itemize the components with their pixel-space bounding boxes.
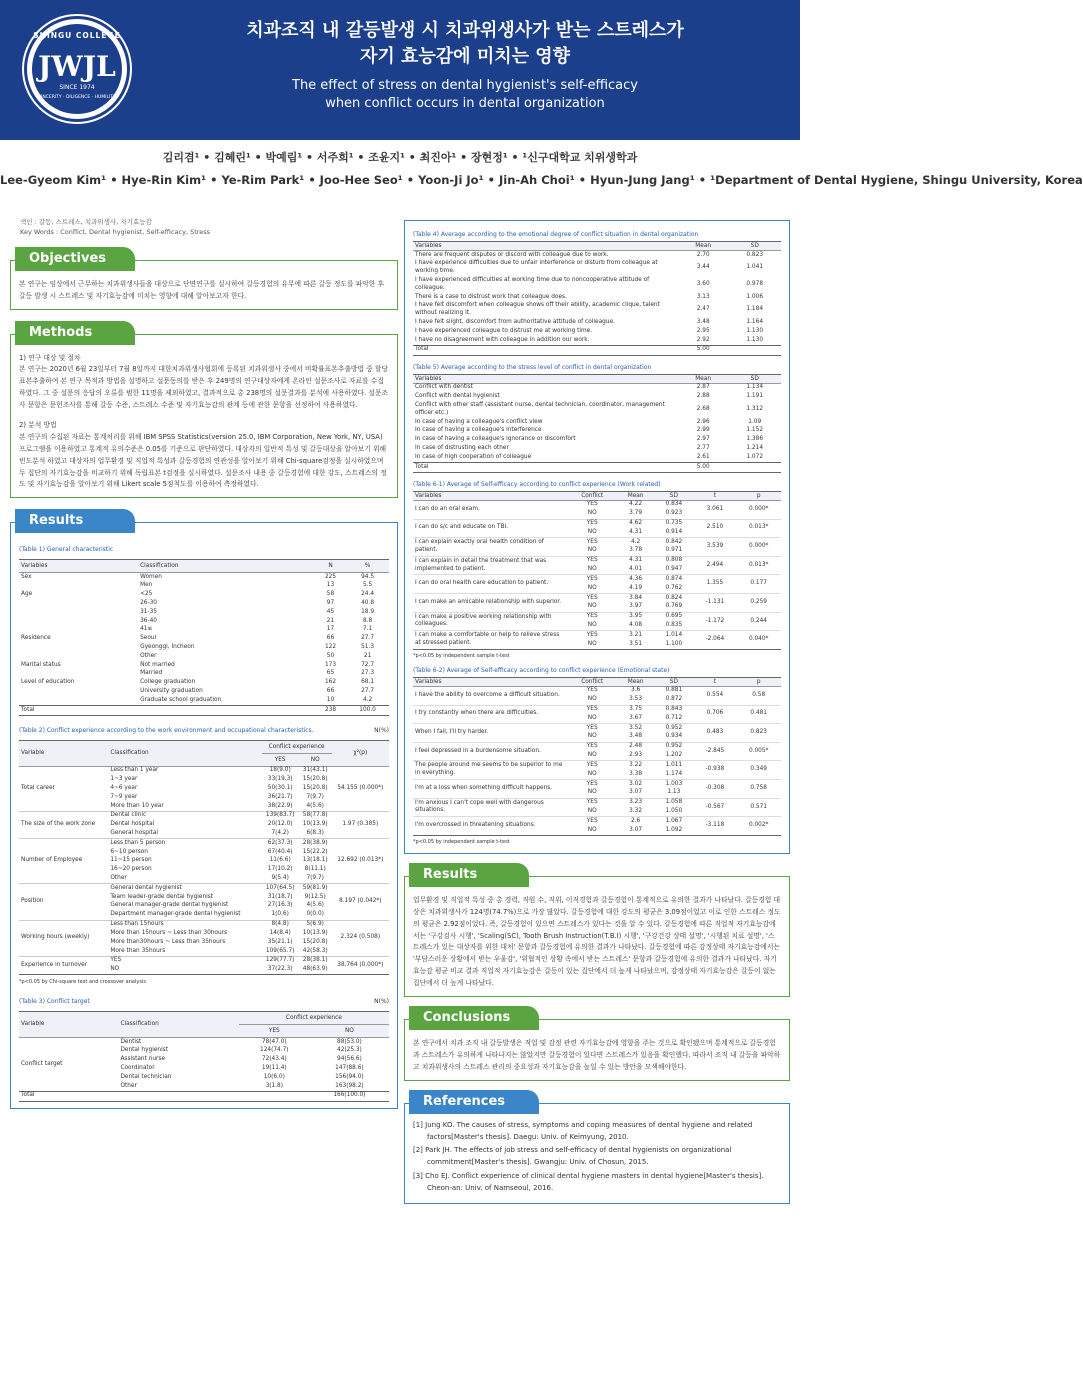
table-row: I can do an oral exam. YES 4.22 0.834 3.061 0.000*: [413, 500, 781, 509]
table-row: 41≤ 17 7.1: [140, 626, 373, 633]
table-row: Age <25 58 24.4: [21, 591, 375, 598]
methods-title: Methods: [15, 321, 135, 345]
methods-h2: 2) 분석 방법: [19, 421, 57, 430]
table3-title: N(%) (Table 3) Conflict target: [19, 998, 389, 1006]
table4-title: (Table 4) Average according to the emotional degree of conflict situation in dental organization: [413, 231, 699, 238]
objectives-title: Objectives: [15, 247, 135, 271]
table-row: I can explain in detail the treatment that was implemented to patient. YES 4.31 0.808 2.494 0.013*: [413, 556, 781, 565]
references-section: [404, 1093, 790, 1204]
table4: Variables Mean SD There are frequent disputes or discord with colleague due to work. 2.70 0.823 I have experience difficulties due to unfair interference or disturb from colleague at working time. 3.44 1.041 I have experienced difficulties at working time due to noncooperative attitude of colleague. 3.60 0.978 There is a case to distrust work that colleague does. 3.13 1.006 I have felt discomfort when colleague shows off their ability, academic clique, talent without realizing it. 2.47 1.184 I have felt slight, discomfort from authoritative attitude of colleague. 3.48 1.164 I have experienced colleague to distrust me at working time. 2.95 1.130 I have no disagreement with colleague in addition our work. 2.92 1.130 Total 5.00: [413, 241, 781, 356]
table-row: Dental hospital 20(12.0) 10(13.9): [110, 821, 328, 828]
left-column: [10, 200, 398, 1109]
table-row: The people around me seems to be superior to me in everything. YES 3.22 1.011 -0.938 0.349: [413, 761, 781, 770]
table-row: Other 50 21: [140, 652, 372, 659]
table-row: NO 3.67 0.712: [587, 714, 683, 721]
table-row: More than 35hours 109(65.7) 42(58.3): [110, 947, 328, 954]
table-row: I'm overcrossed in threatening situations. YES 2.6 1.067 -3.118 0.002*: [413, 817, 781, 826]
right-column: [404, 220, 790, 1204]
table-row: I can make a comfortable or help to relieve stress at stressed patient. YES 3.21 1.014 -2.064 0.040*: [413, 631, 781, 640]
references-title: References: [409, 1090, 539, 1114]
table-row: 11~15 person 11(6.6) 13(18.1): [110, 857, 328, 864]
table-row: When I fail, I'll try harder. YES 3.52 0.952 0.483 0.823: [413, 724, 781, 733]
table-row: General hospital 7(4.2) 6(8.3): [110, 829, 324, 836]
table-row: Experience in turnover YES 129(77.7) 28(38.1) 38.764 (0.000*): [19, 956, 389, 965]
table-row: Conflict with dentist 2.87 1.134: [415, 384, 764, 391]
table-row: Level of education College graduation 162 68.1: [21, 679, 375, 686]
conclusions-section: [404, 1010, 790, 1081]
table-row: In case of having a colleague's interference 2.99 1.152: [415, 427, 764, 434]
table-row: Marital status Not married 173 72.7: [21, 661, 375, 668]
table-row: More than 10 year 38(22.9) 4(5.6): [110, 802, 324, 809]
table2-note: *p<0.05 by Chi-square test and crossover analysis: [19, 979, 146, 986]
reference-item: [2] Park JH. The effects of job stress and self-efficacy of dental hygienists on organizational commitment[Master's thesis]. Gwangju: Univ. of Chosun, 2015.: [413, 1146, 732, 1167]
table-row: I try constantly when there are difficulties. YES 3.75 0.843 0.706 0.481: [413, 705, 781, 714]
table-row: NO 3.48 0.934: [587, 733, 683, 740]
table-row: There are frequent disputes or discord with colleague due to work. 2.70 0.823: [415, 251, 764, 258]
results-title-left: Results: [15, 509, 135, 533]
table-row: Position General dental hygienist 107(64.5) 59(81.9) 8.197 (0.042*): [19, 884, 389, 893]
table-row: Other 9(5.4) 7(9.7): [110, 875, 324, 882]
methods-h1: 1) 연구 대상 및 절차: [19, 353, 81, 362]
table-row: NO 3.97 0.769: [587, 603, 683, 610]
table-row: I have felt discomfort when colleague shows off their ability, academic clique, talent without realizing it. 2.47 1.184: [415, 302, 764, 317]
reference-item: [1] Jung KO. The causes of stress, symptoms and coping measures of dental hygiene and related factors[Master's thesis]. Daegu: Univ. of Keimyung, 2010.: [413, 1120, 753, 1141]
table2: Variable Classification Conflict experience χ²(p) YES NO Total career Less than 1 year 18(9.0) 31(43.1) 54.155 (0.000*) 1~3 year 33(19.3) 15(20.8) 4~6 year 50(30.1) 15(20.8) 7~9 year 36(21.7) 7(9.7) More than 10 year 38(22.9) 4(5.6) The size of the work zone Dental clinic 139(83.7) 58(77.8) 1.97 (0.385) Dental hospital 20(12.0) 10(13.9) General hospital 7(4.2) 6(8.3) Number of Employee Less than 5 person 62(37.3) 28(38.9) 12.692 (0.013*) 6~10 person 67(40.4) 15(22.2) 11~15 person 11(6.6) 13(18.1) 16~20 person 17(10.2) 8(11.1) Other 9(5.4) 7(9.7) Position General dental hygienist 107(64.5) 59(81.9) 8.197 (0.042*) Team leader-grade dental hygienist 31(18.7) 9(12.5) General manager-grade dental hygienist 27(16.3) 4(5.6) Department manager-grade dental hygienist 1(0.6) 0(0.0) Working hours (weekly) Less than 15hours 8(4.8) 5(6.9) 2.324 (0.508) More than 15hours ~ Less than 30hours 14(8.4) 10(13.9) More than30hours ~ Less than 35hours 35(21.1) 15(20.8) More than 35hours 109(65.7) 42(58.3) Experience in turnover YES 129(77.7) 28(38.1) 38.764 (0.000*) NO 37(22.3) 48(63.9): [19, 740, 389, 976]
college-logo: SHINGU COLLEGE JWJL SINCE 1974 SINCERITY · DILIGENCE · HUMILITY: [24, 16, 130, 122]
table-row: 36-40 21 8.8: [140, 617, 373, 624]
table-row: I have experienced difficulties at working time due to noncooperative attitude of colleague. 3.60 0.978: [415, 276, 764, 291]
table-row: NO 3.38 1.174: [587, 770, 683, 777]
methods-section: [10, 324, 398, 499]
table3: Variable Classification Conflict experience YES NO Conflict target Dentist 78(47.0) 88(53.0) Dental hygienist 124(74.7) 42(25.3) Assistant nurse 72(43.4) 94(56.6) Coordinator 19(11.4) 147(88.6) Dental technician 10(6.0) 156(94.0) Other 3(1.8) 163(98.2) Total 166(100.0): [19, 1011, 389, 1102]
title-kr-line2: 자기 효능감에 미치는 영향: [359, 46, 571, 67]
objectives-section: [10, 250, 398, 310]
table-row: NO 4.31 0.914: [587, 528, 683, 535]
objectives-text: 본 연구는 임상에서 근무하는 치과위생사들을 대상으로 단면연구를 실시하여 갈등경험의 유무에 따른 갈등 정도를 파악한 후 갈등 발생 시 스트레스 및 자기효능감에 미치는 영향에 대해 알아보고자 한다.: [19, 279, 385, 300]
table-row: NO 3.53 0.872: [587, 696, 683, 703]
results-title-right: Results: [409, 863, 529, 887]
table-row: I can make a positive working relationship with colleagues. YES 3.95 0.695 -1.172 0.244: [413, 612, 781, 621]
table-row: Other 3(1.8) 163(98.2): [120, 1082, 364, 1089]
table-row: In case of having a colleague's ignorance or discomfort 2.97 1.386: [415, 436, 764, 443]
title-kr-line1: 치과조직 내 갈등발생 시 치과위생사가 받는 스트레스가: [246, 20, 684, 41]
table-row: The size of the work zone Dental clinic 139(83.7) 58(77.8) 1.97 (0.385): [19, 811, 389, 820]
table-row: Department manager-grade dental hygienist 1(0.6) 0(0.0): [110, 911, 324, 918]
table-row: I can do oral health care education to patient. YES 4.36 0.874 1.355 0.177: [413, 575, 781, 584]
table-row: Dental hygienist 124(74.7) 42(25.3): [120, 1047, 362, 1054]
table-row: 26-30 97 40.8: [140, 599, 375, 606]
table-row: Coordinator 19(11.4) 147(88.6): [120, 1064, 364, 1071]
results-section-left: [10, 513, 398, 1108]
table6-1: Variables Conflict Mean SD t p I can do an oral exam. YES 4.22 0.834 3.061 0.000* NO 3.79 0.923 I can do s/c and educate on TBI. YES 4.62 0.735 2.510 0.013* NO 4.31 0.914 I can explain exactly oral health condition of patient. YES 4.2 0.842 3.539 0.000* NO 3.78 0.971 I can explain in detail the treatment that was implemented to patient. YES 4.31 0.808 2.494 0.013* NO 4.01 0.947 I can do oral health care education to patient. YES 4.36 0.874 1.355 0.177 NO 4.19 0.762 I can make an amicable relationship with superior. YES 3.84 0.824 -1.131 0.259 NO 3.97 0.769 I can make a positive working relationship with colleagues. YES 3.95 0.695 -1.172 0.244 NO 4.08 0.835 I can make a comfortable or help to relieve stress at stressed patient. YES 3.21 1.014 -2.064 0.040* NO 3.51 1.100: [413, 491, 781, 650]
table-row: I have no disagreement with colleague in addition our work. 2.92 1.130: [415, 336, 764, 343]
table-row: 6~10 person 67(40.4) 15(22.2): [110, 848, 328, 855]
table-row: In case of high cooperation of colleague 2.61 1.072: [415, 453, 764, 460]
table-row: Gyeonggi, Incheon 122 51.3: [140, 644, 375, 650]
table-row: Number of Employee Less than 5 person 62(37.3) 28(38.9) 12.692 (0.013*): [19, 839, 389, 848]
conclusions-text: 본 연구에서 치과 조직 내 갈등발생은 직업 및 감정 관련 자기효능감에 영향을 주는 것으로 확인됐으며 통계적으로 갈등경험과 스트레스가 유의하게 나타나지는 않았지만 갈등경험이 있다면 스트레스가 있음을 확인했다. 따라서 조직 내 갈등을 파악하고 치과위생사의 스트레스 관리의 중요성과 자기효능감을 높일 수 있는 방안을 모색해야한다.: [413, 1039, 781, 1071]
title-en-line2: when conflict occurs in dental organization: [325, 96, 605, 111]
table-row: I feel depressed in a burdensome situation. YES 2.48 0.952 -2.845 0.005*: [413, 742, 781, 751]
table-row: NO 2.93 1.202: [587, 752, 683, 759]
table6-1-note: *p<0.05 by independent sample t-test: [413, 652, 510, 659]
table-row: Sex Women 225 94.5: [21, 573, 375, 580]
authors-kr: 김리겸¹ • 김혜린¹ • 박예림¹ • 서주희¹ • 조윤지¹ • 최진아¹ • 장현정¹ • ¹신구대학교 치위생학과: [162, 151, 638, 164]
results-section-right: [404, 866, 790, 997]
results-text: 업무환경 및 직업적 특성 중 총 경력, 직원 수, 직위, 이직경험과 갈등경험이 통계적으로 유의한 결과가 나타났다. 갈등경험 대상은 치과위생사가 124명(74.7%)으로 가장 많았다. 갈등경험에 대한 강도의 평균은 3.09점이었고 이로 인한 스트레스 정도의 평균은 2.92점이었다. 즉, 갈등경험이 있으면 스트레스가 있다는 것을 알 수 있다. 갈등경험에 따른 직업적 자기효능감에서는 '구강검사 시행', 'Scaling(SC), Tooth Brush Instruction(T.B.I) 시행', '구강건강 상태 설명', '시행된 치료 설명', '스트레스가 있는 대상자를 위한 대처' 문항과 갈등경험에 유의한 결과가 나타났다. 갈등경험에 따른 감정상태 자기효능감에서는 '부담스러운 상황에서 받는 우울감', '위협적인 상황 속에서 받는 스트레스' 문항과 갈등경험에 유의한 결과가 나타났다. 자기효능감 평균 비교 결과 직업적 자기효능감은 갈등이 있는 집단에서 더 높게 나타났으며, 감정상태 자기효능감은 갈등이 없는 집단에서 더 높게 나타났다.: [413, 895, 781, 988]
table-row: NO 4.08 0.835: [587, 621, 683, 628]
table-row: 4~6 year 50(30.1) 15(20.8): [110, 784, 328, 791]
table-row: Working hours (weekly) Less than 15hours 8(4.8) 5(6.9) 2.324 (0.508): [19, 920, 389, 929]
table6-2-note: *p<0.05 by independent sample t-test: [413, 838, 510, 845]
table-row: I have experience difficulties due to unfair interference or disturb from colleague at working time. 3.44 1.041: [415, 260, 764, 275]
table-row: In case of distrusting each other 2.77 1.214: [415, 444, 764, 451]
table-row: Conflict with other staff (assistant nurse, dental technician, coordinator, management officer etc.) 2.68 1.312: [415, 401, 764, 416]
table-row: 31-35 45 18.9: [140, 608, 375, 615]
table-row: Residence Seoul 66 27.7: [21, 635, 375, 642]
table-row: NO 3.07 1.13: [587, 789, 681, 796]
table-row: General manager-grade dental hygienist 27(16.3) 4(5.6): [110, 902, 324, 909]
table-row: Assistant nurse 72(43.4) 94(56.6): [120, 1056, 362, 1063]
table5: Variables Mean SD Conflict with dentist 2.87 1.134 Conflict with dental hygienist 2.88 1.191 Conflict with other staff (assistant nurse, dental technician, coordinator, management officer etc.) 2.68 1.312 In case of having a colleague's conflict view 2.96 1.09 In case of having a colleague's interference 2.99 1.152 In case of having a colleague's ignorance or discomfort 2.97 1.386 In case of distrusting each other 2.77 1.214 In case of high cooperation of colleague 2.61 1.072 Total 5.00: [413, 374, 781, 473]
table-row: Conflict target Dentist 78(47.0) 88(53.0): [21, 1038, 362, 1067]
table-row: NO 4.19 0.762: [587, 584, 683, 591]
table-row: I have felt slight, discomfort from authoritative attitude of colleague. 3.48 1.164: [415, 319, 764, 325]
table-row: NO 3.07 1.092: [413, 826, 781, 835]
table5-title: (Table 5) Average according to the stress level of conflict in dental organization: [413, 363, 652, 371]
poster-header: [0, 0, 800, 140]
table-row: Married 65 27.3: [140, 670, 375, 677]
table6-2: Variables Conflict Mean SD t p I have the ability to overcome a difficult situation. YES 3.6 0.881 0.554 0.58 NO 3.53 0.872 I try constantly when there are difficulties. YES 3.75 0.843 0.706 0.481 NO 3.67 0.712 When I fail, I'll try harder. YES 3.52 0.952 0.483 0.823 NO 3.48 0.934 I feel depressed in a burdensome situation. YES 2.48 0.952 -2.845 0.005* NO 2.93 1.202 The people around me seems to be superior to me in everything. YES 3.22 1.011 -0.938 0.349 NO 3.38 1.174 I'm at a loss when something difficult happens. YES 3.02 1.003 -0.308 0.758 NO 3.07 1.13 I'm anxious I can't cope well with dangerous situations. YES 3.23 1.058 -0.567 0.571 NO 3.32 1.050 I'm overcrossed in threatening situations. YES 2.6 1.067 -3.118 0.002* NO 3.07 1.092: [413, 677, 781, 836]
reference-item: [3] Cho EJ. Conflict experience of clinical dental hygiene masters in dental hygiene[Master's thesis]. Cheon-an: Univ. of Namseoul, 2016.: [413, 1172, 764, 1193]
table-row: I have experienced colleague to distrust me at working time. 2.95 1.130: [415, 327, 764, 334]
table2-title: N(%) (Table 2) Conflict experience according to the work environment and occupational characteristics.: [19, 727, 389, 734]
authors: [0, 142, 1083, 194]
tables-box-right: [404, 220, 790, 854]
title-en-line1: The effect of stress on dental hygienist's self-efficacy: [292, 78, 638, 93]
conclusions-title: Conclusions: [409, 1006, 539, 1030]
table-row: 1~3 year 33(19.3) 15(20.8): [110, 776, 328, 783]
table-row: Conflict with dental hygienist 2.88 1.191: [415, 393, 764, 400]
table-row: There is a case to distrust work that colleague does. 3.13 1.006: [415, 293, 764, 300]
authors-en: Lee-Gyeom Kim¹ • Hye-Rin Kim¹ • Ye-Rim Park¹ • Joo-Hee Seo¹ • Yoon-Ji Jo¹ • Jin-Ah Choi¹ • Hyun-Jung Jang¹ • ¹Department of Dental Hygiene, Shingu University, Korea: [0, 173, 1083, 187]
table-row: More than30hours ~ Less than 35hours 35(21.1) 15(20.8): [110, 938, 328, 945]
table-row: 7~9 year 36(21.7) 7(9.7): [110, 793, 324, 800]
table-row: University graduation 66 27.7: [140, 688, 375, 695]
keywords: 색인 : 갈등, 스트레스, 치과위생사, 자기효능감 Key Words : Conflict, Dental hygienist, Self-efficacy, Stress: [20, 218, 211, 237]
table-row: NO 3.78 0.971: [587, 547, 683, 554]
table-row: Graduate school graduation 10 4.2: [140, 696, 373, 703]
table-row: Total career Less than 1 year 18(9.0) 31(43.1) 54.155 (0.000*): [19, 766, 389, 775]
table-row: Team leader-grade dental hygienist 31(18.7) 9(12.5): [110, 893, 326, 900]
table-total-row: Total 166(100.0): [19, 1091, 389, 1101]
methods-p1: 본 연구는 2020년 6월 23일부터 7월 8일까지 대한치과위생사협회에 등록된 치과위생사 중에서 비확률표본추출방법 중 할당표본추출하여 본 연구 목적과 방법을 설명하고 설문동의를 받은 후 249명의 연구대상자에게 온라인 설문조사로 자료를 수집하였다. 그 중 설문의 응답의 오류를 범한 11명을 제외하였고, 결과적으로 총 238명의 설문결과를 분석에 사용하였다. 설문조사 문항은 문헌조사를 통해 갈등 수준, 스트레스 수준 및 자기효능감의 관계 등에 관한 문항을 선정하여 사용하였다.: [19, 365, 389, 410]
table-row: I have the ability to overcome a difficult situation. YES 3.6 0.881 0.554 0.58: [413, 686, 781, 695]
table-row: I can explain exactly oral health condition of patient. YES 4.2 0.842 3.539 0.000*: [413, 538, 781, 547]
table-row: NO 3.79 0.923: [587, 510, 683, 517]
table-row: Dental technician 10(6.0) 156(94.0): [120, 1073, 364, 1080]
table-row: 16~20 person 17(10.2) 8(11.1): [110, 866, 326, 873]
table1: Variables Classification N % Sex Women 225 94.5 Men 13 5.5 Age <25 58 24.4 26-30 97 40.8 31-35 45 18.9 36-40 21 8.8 41≤ 17 7.1 Residence Seoul 66 27.7 Gyeonggi, Incheon 122 51.3 Other 50 21 Marital status Not married 173 72.7 Married 65 27.3 Level of education College graduation 162 68.1 University graduation 66 27.7 Graduate school graduation 10 4.2 Total 238 100.0: [19, 559, 389, 716]
table-row: In case of having a colleague's conflict view 2.96 1.09: [415, 418, 762, 425]
table-row: I can do s/c and educate on TBI. YES 4.62 0.735 2.510 0.013*: [413, 519, 781, 528]
table-row: Men 13 5.5: [140, 582, 373, 589]
table-row: NO 3.51 1.100: [413, 640, 781, 649]
table-total-row: Total 238 100.0: [19, 706, 389, 716]
table-row: More than 15hours ~ Less than 30hours 14(8.4) 10(13.9): [110, 929, 328, 936]
table-row: NO 37(22.3) 48(63.9): [19, 966, 389, 975]
table-row: NO 4.01 0.947: [587, 566, 683, 573]
table-row: I'm at a loss when something difficult happens. YES 3.02 1.003 -0.308 0.758: [413, 780, 781, 789]
table-row: I'm anxious I can't cope well with dangerous situations. YES 3.23 1.058 -0.567 0.571: [413, 798, 781, 807]
table6-1-title: (Table 6-1) Average of Self-efficacy according to conflict experience (Work related): [413, 480, 661, 488]
table1-title: (Table 1) General characteristic: [19, 546, 114, 554]
table-total-row: Total 5.00: [413, 463, 781, 473]
table-row: I can make an amicable relationship with superior. YES 3.84 0.824 -1.131 0.259: [413, 594, 781, 603]
table-total-row: Total 5.00: [413, 345, 781, 355]
methods-p2: 본 연구의 수집된 자료는 통계처리를 위해 IBM SPSS Statistics(version 25.0, IBM Corporation, New York, NY, USA)프로그램을 이용하였고 통계적 유의수준은 0.05를 기준으로 판단하였다. 대상자의 일반적 특성 및 갈등대상을 알아보기 위해 빈도분석 하였고 대상자의 업무환경 및 직업적 특성과 갈등경험의 연관성을 알아보기 위해 Chi-square검정을 실시하였으며 두 집단의 자기효능감을 비교하기 위해 독립표본 t검정을 실시하였다. 설문조사 내용 중 갈등경험에 대한 강도, 스트레스의 정도 및 자기효능감을 알아보기 위해 Likert scale 5점척도를 이용하여 측정하였다.: [19, 432, 387, 489]
table-row: NO 3.32 1.050: [587, 807, 683, 814]
table6-2-title: (Table 6-2) Average of Self-efficacy according to conflict experience (Emotional state): [413, 666, 670, 674]
